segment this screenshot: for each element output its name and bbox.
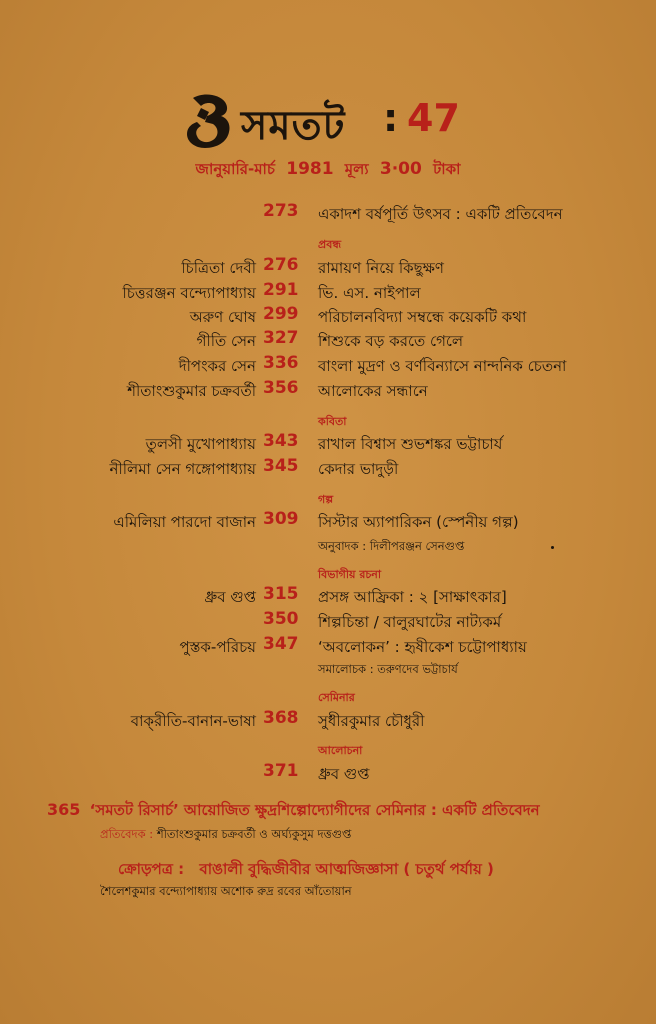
toc-entry <box>0 458 656 482</box>
masthead <box>183 92 473 156</box>
entry-title: শিল্পচিন্তা / বালুরঘাটের নাট্যকর্ম <box>318 613 502 631</box>
issue-year: 1981 <box>286 159 334 179</box>
entry-page: 273 <box>263 201 299 221</box>
entry-page: 345 <box>263 456 299 476</box>
supplement-entry <box>118 858 494 883</box>
toc-entry <box>0 586 656 610</box>
toc-entry <box>0 330 656 354</box>
entry-author: এমিলিয়া পারদো বাজান <box>113 513 256 531</box>
entry-page: 309 <box>263 509 299 529</box>
seminar-reporters <box>100 826 351 845</box>
issue-number: 47 <box>407 96 460 140</box>
entry-author: অরুণ ঘোষ <box>189 308 256 326</box>
issue-price: 3·00 <box>379 159 422 179</box>
entry-title: আলোকের সন্ধানে <box>318 382 428 400</box>
reporter-label: প্রতিবেদক : <box>100 827 154 841</box>
section-heading-poetry: কবিতা <box>318 415 347 428</box>
seminar-report-title: ‘সমতট রিসার্চ’ আয়োজিত ক্ষুদ্রশিল্পোদ্যোগীদের সেমিনার : একটি প্রতিবেদন <box>89 801 540 819</box>
toc-entry <box>0 763 656 787</box>
toc-entry <box>0 380 656 404</box>
magazine-title: সমতট <box>241 103 346 149</box>
entry-author: পুস্তক-পরিচয় <box>179 638 256 656</box>
entry-title: একাদশ বর্ষপূর্তি উৎসব : একটি প্রতিবেদন <box>318 205 563 223</box>
entry-title: প্রসঙ্গ আফ্রিকা : ২ [সাক্ষাৎকার] <box>318 588 507 606</box>
entry-page: 350 <box>263 609 299 629</box>
entry-title: শিশুকে বড় করতে গেলে <box>318 332 464 350</box>
seminar-report-page: 365 <box>47 800 81 819</box>
entry-page: 347 <box>263 634 299 654</box>
entry-title: রামায়ণ নিয়ে কিছুক্ষণ <box>318 259 444 277</box>
issue-months: জানুয়ারি-মার্চ <box>195 160 275 178</box>
entry-title: বাংলা মুদ্রণ ও বর্ণবিন্যাসে নান্দনিক চেতনা <box>318 357 567 375</box>
entry-title: ‘অবলোকন’ : হৃষীকেশ চট্টোপাধ্যায় <box>318 638 527 656</box>
toc-entry <box>0 203 656 227</box>
toc-entry <box>0 433 656 457</box>
entry-author: ধ্রুব গুপ্ত <box>204 588 256 606</box>
toc-entry <box>0 611 656 635</box>
reporter-names: শীতাংশুকুমার চক্রবর্তী ও অর্ঘ্যকুসুম দত্তগুপ্ত <box>156 827 352 841</box>
toc-entry <box>0 282 656 306</box>
entry-title: ভি. এস. নাইপাল <box>318 284 421 302</box>
entry-title: সুধীরকুমার চৌধুরী <box>318 712 425 730</box>
seminar-report-entry <box>47 799 540 824</box>
reviewer-credit: সমালোচক : তরুণদেব ভট্টাচার্য <box>318 662 458 676</box>
supplement-label: ক্রোড়পত্র : <box>118 860 185 878</box>
stray-dot <box>551 546 554 549</box>
entry-author: নীলিমা সেন গঙ্গোপাধ্যায় <box>109 460 256 478</box>
section-heading-seminar: সেমিনার <box>318 691 355 704</box>
entry-author: দীপংকর সেন <box>178 357 256 375</box>
entry-title: রাখাল বিশ্বাস শুভশঙ্কর ভট্টাচার্য <box>318 435 503 453</box>
translator-credit: অনুবাদক : দিলীপরঞ্জন সেনগুপ্ত <box>318 539 465 553</box>
supplement-authors: শৈলেশকুমার বন্দ্যোপাধ্যায় অশোক রুদ্র রবের আঁতোয়ান <box>100 884 352 898</box>
entry-page: 343 <box>263 431 299 451</box>
entry-title: ধ্রুব গুপ্ত <box>318 765 370 783</box>
toc-entry <box>0 511 656 535</box>
toc-entry <box>0 306 656 330</box>
entry-page: 291 <box>263 280 299 300</box>
entry-page: 315 <box>263 584 299 604</box>
supplement-title: বাঙালী বুদ্ধিজীবীর আত্মজিজ্ঞাসা ( চতুর্থ পর্যায় ) <box>199 860 494 878</box>
currency-label: টাকা <box>433 160 461 178</box>
samatat-logo-icon <box>183 92 237 150</box>
section-heading-departmental: বিভাগীয় রচনা <box>318 568 382 581</box>
entry-page: 299 <box>263 304 299 324</box>
entry-title: পরিচালনবিদ্যা সম্বন্ধে কয়েকটি কথা <box>318 308 527 326</box>
toc-entry <box>0 355 656 379</box>
toc-entry <box>0 257 656 281</box>
issue-dateline <box>0 158 656 183</box>
title-colon: : <box>383 96 399 140</box>
section-heading-story: গল্প <box>318 493 334 506</box>
entry-page: 371 <box>263 761 299 781</box>
entry-page: 336 <box>263 353 299 373</box>
entry-author: চিত্রিতা দেবী <box>181 259 256 277</box>
entry-title: কেদার ভাদুড়ী <box>318 460 399 478</box>
entry-title: সিস্টার অ্যাপারিকন (স্পেনীয় গল্প) <box>318 513 519 531</box>
entry-author: চিত্তরঞ্জন বন্দ্যোপাধ্যায় <box>122 284 256 302</box>
entry-page: 276 <box>263 255 299 275</box>
entry-page: 368 <box>263 708 299 728</box>
section-heading-essay: প্রবন্ধ <box>318 238 342 251</box>
section-heading-discussion: আলোচনা <box>318 744 363 757</box>
toc-entry <box>0 710 656 734</box>
price-label: মূল্য <box>344 160 369 178</box>
entry-author: গীতি সেন <box>196 332 256 350</box>
entry-author: শীতাংশুকুমার চক্রবর্তী <box>127 382 256 400</box>
entry-author: তুলসী মুখোপাধ্যায় <box>145 435 256 453</box>
toc-entry <box>0 636 656 660</box>
entry-author: বাক্‌রীতি-বানান-ভাষা <box>130 712 256 730</box>
entry-page: 356 <box>263 378 299 398</box>
entry-page: 327 <box>263 328 299 348</box>
